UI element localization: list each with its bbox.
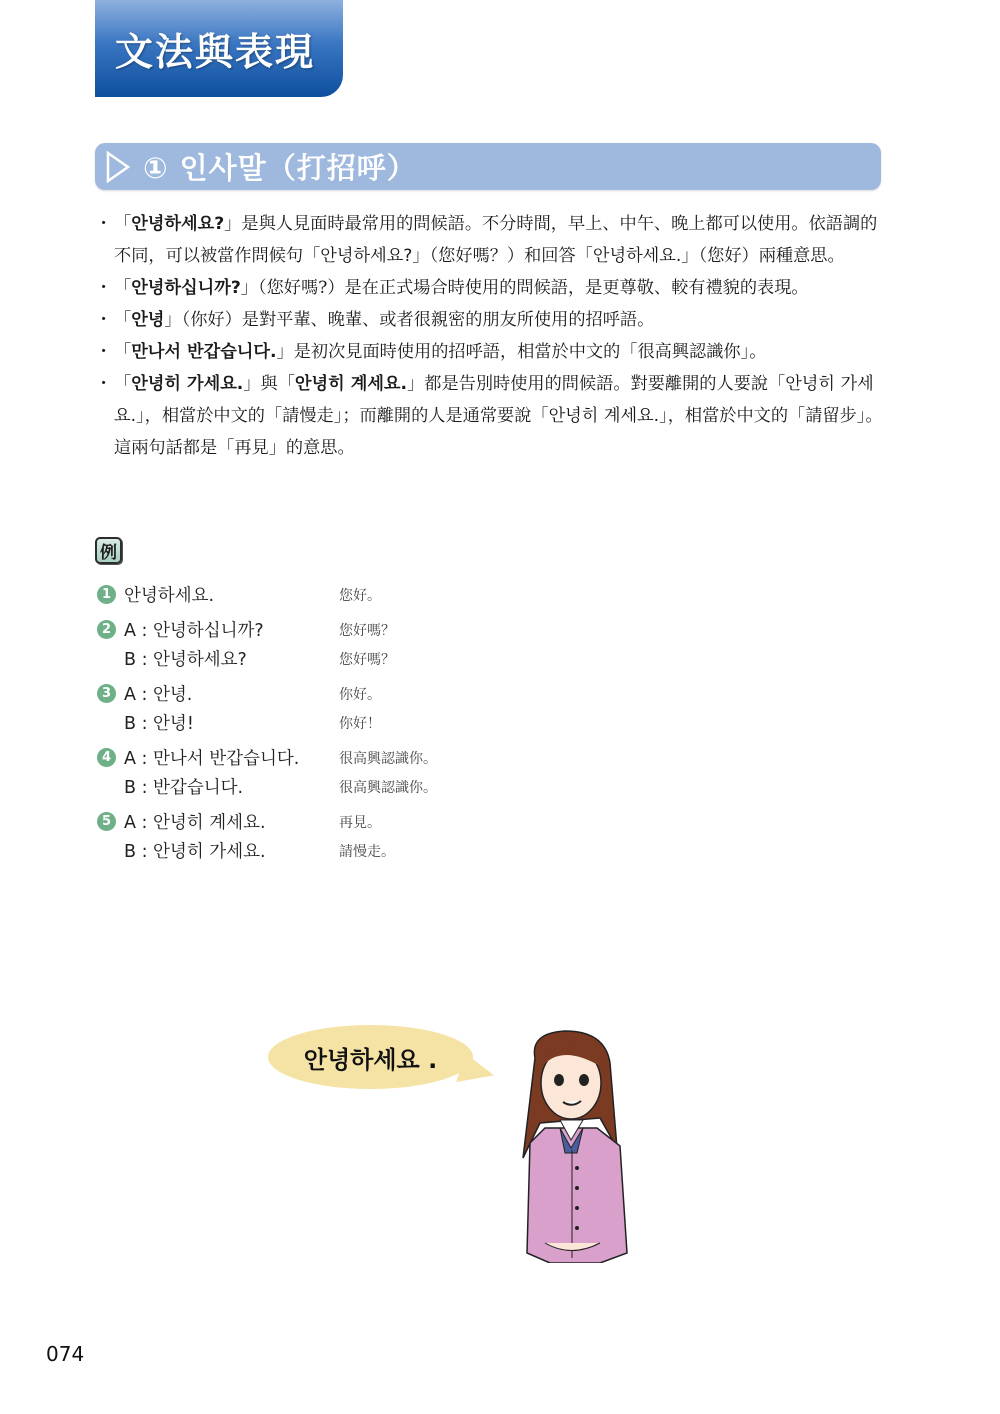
example-korean: A : 만나서 반갑습니다. (124, 749, 300, 769)
bullet-text: 안녕하세요. (592, 246, 682, 266)
speech-bubble (268, 1025, 473, 1089)
example-korean: 안녕하세요. (124, 586, 215, 606)
explanation-bullet (92, 336, 887, 368)
example-list (97, 580, 597, 871)
korean-term: 안녕 (131, 310, 165, 330)
chapter-header-tab (95, 0, 343, 97)
example-item (97, 807, 597, 865)
example-translation: 你好！ (339, 715, 381, 732)
example-translation: 很高興認識你。 (339, 750, 437, 767)
bullet-text: 「 (114, 374, 132, 394)
example-korean: A : 안녕하십니까? (124, 621, 264, 641)
schoolgirl-illustration (505, 1028, 640, 1263)
example-korean: B : 안녕히 가세요. (124, 842, 266, 862)
example-korean: B : 안녕! (124, 714, 194, 734)
example-item (97, 743, 597, 801)
bullet-dot-icon: ・ (95, 310, 113, 330)
explanation-bullet (92, 272, 887, 304)
example-line (97, 772, 597, 801)
number-badge-icon: 1 (97, 585, 116, 604)
bullet-text: 」與「 (243, 374, 295, 394)
play-triangle-outline-icon (105, 150, 131, 184)
example-line (97, 807, 597, 836)
example-korean: A : 안녕. (124, 685, 193, 705)
bullet-text: 」都是告別時使用的問候語。對要離開的人要說「 (407, 374, 786, 394)
bullet-dot-icon: ・ (95, 374, 113, 394)
korean-term: 만나서 반갑습니다. (131, 342, 277, 362)
speech-text: 안녕하세요 . (303, 1045, 438, 1074)
bullet-text: 「 (114, 278, 132, 298)
example-translation: 您好。 (339, 587, 381, 604)
bullet-text: 」，相當於中文的「請慢走」；而離開的人是通常要說「 (136, 406, 549, 426)
bullet-text: 」（你好）是對平輩、晚輩、或者很親密的朋友所使用的招呼語。 (164, 310, 655, 330)
explanation-bullet (92, 208, 887, 272)
example-translation: 很高興認識你。 (339, 779, 437, 796)
example-badge: 例 (95, 537, 122, 564)
korean-term: 안녕히 가세요. (131, 374, 244, 394)
example-line (97, 708, 597, 737)
number-badge-icon: 3 (97, 684, 116, 703)
bullet-text: 」是與人見面時最常用的問候語。不分時間，早上、中午、晚上都可以使用。依語調的不同，可以被當作問候句「 (114, 214, 878, 266)
example-translation: 您好嗎？ (339, 622, 395, 639)
example-korean: B : 안녕하세요? (124, 650, 247, 670)
bullet-text: 안녕히 계세요. (548, 406, 660, 426)
section-title: ① 인사말（打招呼） (143, 151, 417, 185)
example-line (97, 743, 597, 772)
bullet-dot-icon: ・ (95, 278, 113, 298)
bullet-text: 」，相當於中文的「請留步」。這兩句話都是「再見」的意思。 (114, 406, 883, 458)
example-korean: B : 반갑습니다. (124, 778, 244, 798)
chapter-title: 文法與表現 (115, 30, 316, 74)
korean-term: 안녕하세요? (131, 214, 225, 234)
bullet-text: 「 (114, 310, 132, 330)
bullet-text: 」是初次見面時使用的招呼語，相當於中文的「很高興認識你」。 (276, 342, 767, 362)
bullet-text: 」（您好）兩種意思。 (681, 246, 845, 266)
number-badge-icon: 2 (97, 620, 116, 639)
bullet-text: 안녕히 가세요. (114, 374, 874, 426)
example-line (97, 615, 597, 644)
number-badge-icon: 5 (97, 812, 116, 831)
example-line (97, 679, 597, 708)
bullet-text: 」（您好嗎？）和回答「 (412, 246, 593, 266)
bullet-dot-icon: ・ (95, 342, 113, 362)
example-line (97, 580, 597, 609)
section-header (95, 143, 881, 190)
example-line (97, 836, 597, 865)
example-translation: 您好嗎？ (339, 651, 395, 668)
explanation-bullet (92, 368, 887, 464)
example-translation: 你好。 (339, 686, 381, 703)
korean-term: 안녕히 계세요. (294, 374, 408, 394)
explanation-list (92, 208, 887, 464)
number-badge-icon: 4 (97, 748, 116, 767)
example-line (97, 644, 597, 673)
example-item (97, 679, 597, 737)
bullet-text: 안녕하세요? (320, 246, 413, 266)
bullet-text: 」（您好嗎?）是在正式場合時使用的問候語，是更尊敬、較有禮貌的表現。 (240, 278, 809, 298)
explanation-bullet (92, 304, 887, 336)
example-item (97, 580, 597, 609)
korean-term: 안녕하십니까? (131, 278, 241, 298)
example-item (97, 615, 597, 673)
example-korean: A : 안녕히 계세요. (124, 813, 266, 833)
example-translation: 再見。 (339, 814, 381, 831)
bullet-text: 「 (114, 342, 132, 362)
bullet-dot-icon: ・ (95, 214, 113, 234)
page-number: 074 (46, 1342, 85, 1366)
bullet-text: 「 (114, 214, 132, 234)
example-translation: 請慢走。 (339, 843, 395, 860)
